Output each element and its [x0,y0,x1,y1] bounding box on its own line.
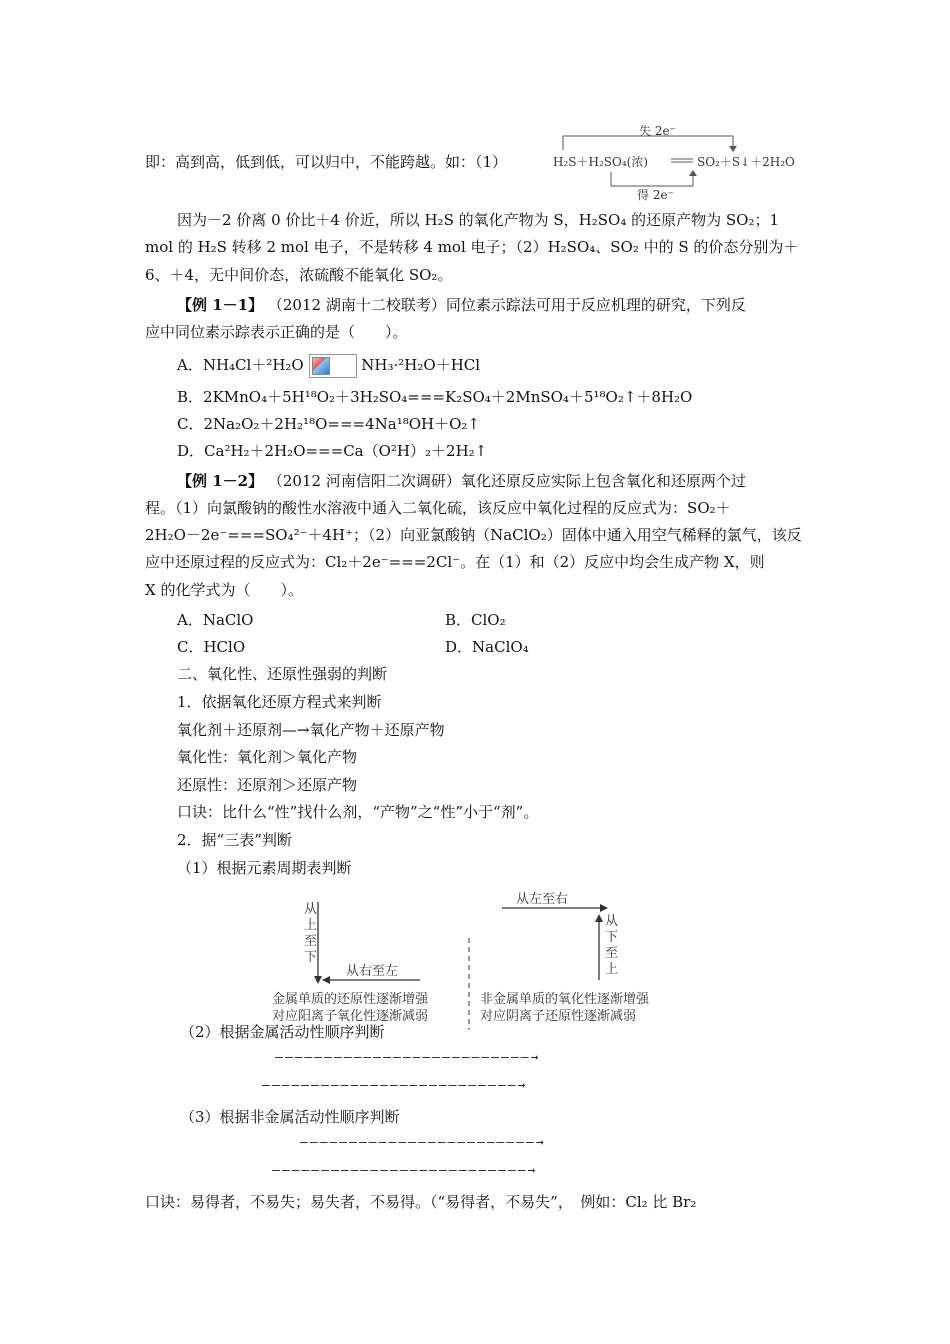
section-2-1-reducing: 还原性：还原剂＞还原产物 [177,776,358,794]
example-1-2-line-4: 应中还原过程的反应式为：Cl₂＋2e⁻===2Cl⁻。在（1）和（2）反应中均会生成产物 X，则 [145,553,765,571]
option-a-post: NH₃·²H₂O＋HCl [361,356,481,374]
example-1-2-tag: 【例 1－2】 [177,472,264,490]
example-1-1-option-b: B．2KMnO₄＋5H¹⁸O₂＋3H₂SO₄===K₂SO₄＋2MnSO₄＋5¹⁸O₂↑＋8H₂O [177,388,693,406]
example-1-2-option-b: B．ClO₂ [445,611,506,629]
mnemonic-line: 口诀：易得者，不易失；易失者，不易得。（“易得者，不易失”， 例如：Cl₂ 比 Br₂ [145,1193,697,1211]
section-2-2-heading: 2．据“三表”判断 [177,831,292,849]
bottom-to-top-label: 从下至上 [605,914,619,977]
equation-rhs: SO₂＋S↓＋2H₂O [697,155,795,169]
example-1-2-text: （2012 河南信阳二次调研）氧化还原反应实际上包含氧化和还原两个过 [267,472,746,490]
periodic-trend-diagram [270,880,690,1030]
metal-trend-line-2: 对应阳离子氧化性逐渐减弱 [272,1009,429,1024]
left-to-right-label: 从左至右 [516,892,569,907]
example-1-1-tag: 【例 1－1】 [177,296,264,314]
top-to-bottom-label: 从上至下 [304,902,318,965]
redox-equation [553,122,808,202]
metal-activity-series-line-1: ——————————————————————————→ [275,1050,541,1065]
nonmetal-activity-series-line-1: ————————————————————————→ [300,1135,546,1150]
explain-line-1: 因为－2 价离 0 价比＋4 价近，所以 H₂S 的氧化产物为 S，H₂SO₄ 的还原产物为 SO₂；1 [177,211,780,229]
section-2-2-2-heading: （2）根据金属活动性顺序判断 [180,1023,385,1041]
nonmetal-trend-line-1: 非金属单质的氧化性逐渐增强 [480,992,650,1007]
example-1-1-option-c: C．2Na₂O₂＋2H₂¹⁸O===4Na¹⁸OH＋O₂↑ [177,415,480,433]
section-2-2-3-heading: （3）根据非金属活动性顺序判断 [180,1108,400,1126]
section-2-2-1-heading: （1）根据元素周期表判断 [177,859,352,877]
example-1-2-line-5: X 的化学式为（ ）。 [145,581,303,599]
section-2-1-rule: 氧化剂＋还原剂—→氧化产物＋还原产物 [177,721,445,739]
section-2-1-heading: 1．依据氧化还原方程式来判断 [177,693,382,711]
section-2-title: 二、氧化性、还原性强弱的判断 [177,665,388,683]
intro-line [145,152,507,172]
broken-image-icon [309,354,357,378]
right-to-left-label: 从右至左 [346,964,399,979]
section-2-1-mnemonic: 口诀：比什么“性”找什么剂，“产物”之“性”小于“剂”。 [177,803,539,821]
explain-line-3: 6、＋4，无中间价态，浓硫酸不能氧化 SO₂。 [145,266,453,284]
nonmetal-trend-line-2: 对应阴离子还原性逐渐减弱 [480,1009,637,1024]
example-1-1-option-d: D．Ca²H₂＋2H₂O===Ca（O²H）₂＋2H₂↑ [177,442,488,460]
equation-lhs: H₂S＋H₂SO₄(浓) [553,155,649,169]
metal-activity-series-line-2: ——————————————————————————→ [262,1078,528,1093]
example-1-2-line-3: 2H₂O－2e⁻===SO₄²⁻＋4H⁺；（2）向亚氯酸钠（NaClO₂）固体中通入用空气稀释的氯气，该反 [145,526,802,544]
intro-text: 即：高到高，低到低，可以归中，不能跨越。如：（1） [145,153,508,171]
example-1-2-option-c: C．HClO [177,638,246,656]
example-1-2-line-2: 程。（1）向氯酸钠的酸性水溶液中通入二氧化硫，该反应中氧化过程的反应式为：SO₂＋ [145,499,731,517]
option-a-pre: A．NH₄Cl＋²H₂O [177,356,304,374]
example-1-1-option-a [177,354,480,378]
metal-trend-line-1: 金属单质的还原性逐渐增强 [272,992,429,1007]
example-1-1-text: （2012 湖南十二校联考）同位素示踪法可用于反应机理的研究，下列反 [267,296,746,314]
section-2-1-oxidizing: 氧化性：氧化剂＞氧化产物 [177,748,358,766]
nonmetal-activity-series-line-2: ——————————————————————————→ [272,1163,538,1178]
example-1-1-line-2: 应中同位素示踪表示正确的是（ ）。 [145,323,408,341]
example-1-2-option-a: A．NaClO [177,611,254,629]
explain-line-2: mol 的 H₂S 转移 2 mol 电子，不是转移 4 mol 电子；（2）H₂SO₄、SO₂ 中的 S 的价态分别为＋ [145,238,799,256]
example-1-1-line-1 [177,295,746,315]
example-1-2-option-d: D．NaClO₄ [445,638,529,656]
lose-electrons-label: 失 2e⁻ [639,124,676,138]
example-1-2-line-1 [177,471,746,491]
gain-electrons-label: 得 2e⁻ [637,188,674,202]
